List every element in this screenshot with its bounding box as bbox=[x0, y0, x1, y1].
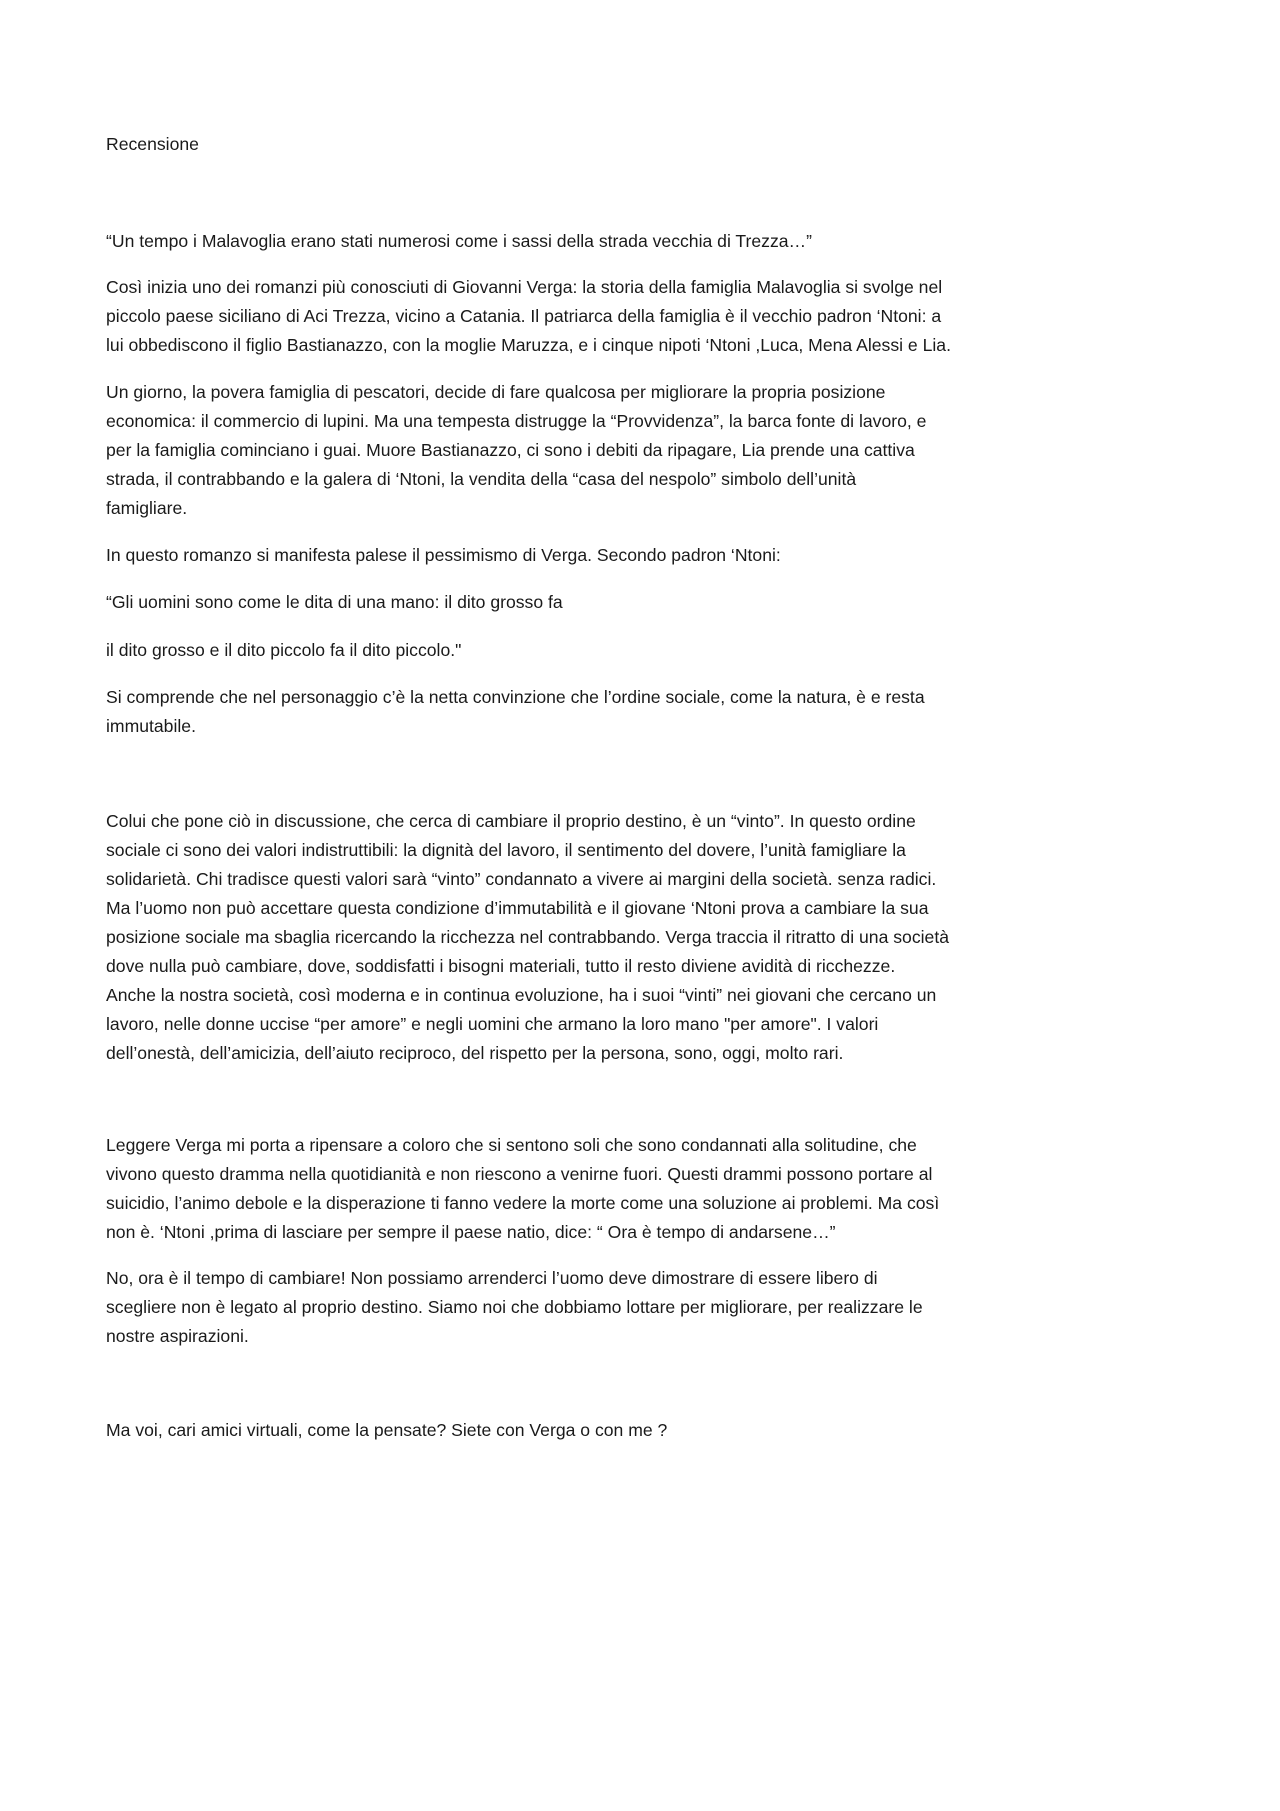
closing-question bbox=[106, 1416, 1006, 1445]
text-line: Ma voi, cari amici virtuali, come la pensate? Siete con Verga o con me ? bbox=[106, 1420, 668, 1440]
text-line: Un giorno, la povera famiglia di pescatori, decide di fare qualcosa per migliorare la propria posizione bbox=[106, 382, 886, 402]
text-line: lavoro, nelle donne uccise “per amore” e negli uomini che armano la loro mano "per amore". I valori bbox=[106, 1014, 879, 1034]
text-line: nostre aspirazioni. bbox=[106, 1326, 249, 1346]
text-line: Si comprende che nel personaggio c’è la netta convinzione che l’ordine sociale, come la natura, è e resta bbox=[106, 687, 925, 707]
text-line: Ma l’uomo non può accettare questa condizione d’immutabilità e il giovane ‘Ntoni prova a cambiare la sua bbox=[106, 898, 929, 918]
text-line: dell’onestà, dell’amicizia, dell’aiuto reciproco, del rispetto per la persona, sono, oggi, molto rari. bbox=[106, 1043, 844, 1063]
paragraph-change bbox=[106, 1264, 1006, 1351]
text-line: sociale ci sono dei valori indistruttibili: la dignità del lavoro, il sentimento del dovere, l’unità famigliare la bbox=[106, 840, 906, 860]
text-line: No, ora è il tempo di cambiare! Non possiamo arrenderci l’uomo deve dimostrare di essere libero di bbox=[106, 1268, 878, 1288]
document-title: Recensione bbox=[106, 134, 199, 154]
paragraph-solitude bbox=[106, 1131, 1006, 1247]
text-line: suicidio, l’animo debole e la disperazione ti fanno vedere la morte come una soluzione ai problemi. Ma così bbox=[106, 1193, 940, 1213]
paragraph-vinti bbox=[106, 807, 1006, 1068]
quote-line-2 bbox=[106, 636, 1006, 665]
text-line: immutabile. bbox=[106, 716, 196, 736]
paragraph-plot bbox=[106, 378, 1006, 523]
quote-line-1 bbox=[106, 588, 1006, 617]
text-line: piccolo paese siciliano di Aci Trezza, vicino a Catania. Il patriarca della famiglia è il vecchio padron ‘Ntoni: a bbox=[106, 306, 942, 326]
text-line: “Un tempo i Malavoglia erano stati numerosi come i sassi della strada vecchia di Trezza…” bbox=[106, 231, 813, 251]
text-line: vivono questo dramma nella quotidianità e non riescono a venirne fuori. Questi drammi possono portare al bbox=[106, 1164, 933, 1184]
text-line: strada, il contrabbando e la galera di ‘Ntoni, la vendita della “casa del nespolo” simbolo dell’unità bbox=[106, 469, 857, 489]
text-line: scegliere non è legato al proprio destino. Siamo noi che dobbiamo lottare per migliorare, per realizzare le bbox=[106, 1297, 923, 1317]
text-line: dove nulla può cambiare, dove, soddisfatti i bisogni materiali, tutto il resto diviene avidità di ricchezze. bbox=[106, 956, 896, 976]
text-line: Colui che pone ciò in discussione, che cerca di cambiare il proprio destino, è un “vinto”. In questo ordine bbox=[106, 811, 916, 831]
paragraph-intro bbox=[106, 273, 1006, 360]
paragraph-social-order bbox=[106, 683, 1006, 741]
text-line: Leggere Verga mi porta a ripensare a coloro che si sentono soli che sono condannati alla solitudine, che bbox=[106, 1135, 917, 1155]
paragraph-pessimism bbox=[106, 541, 1006, 570]
text-line: Così inizia uno dei romanzi più conosciuti di Giovanni Verga: la storia della famiglia Malavoglia si svolge nel bbox=[106, 277, 943, 297]
text-line: per la famiglia cominciano i guai. Muore Bastianazzo, ci sono i debiti da ripagare, Lia prende una cattiva bbox=[106, 440, 915, 460]
text-line: posizione sociale ma sbaglia ricercando la ricchezza nel contrabbando. Verga traccia il ritratto di una società bbox=[106, 927, 950, 947]
text-line: economica: il commercio di lupini. Ma una tempesta distrugge la “Provvidenza”, la barca fonte di lavoro, e bbox=[106, 411, 927, 431]
text-line: famigliare. bbox=[106, 498, 188, 518]
text-line: In questo romanzo si manifesta palese il pessimismo di Verga. Secondo padron ‘Ntoni: bbox=[106, 545, 781, 565]
text-line: solidarietà. Chi tradisce questi valori sarà “vinto” condannato a vivere ai margini della società. senza radici. bbox=[106, 869, 937, 889]
text-line: “Gli uomini sono come le dita di una mano: il dito grosso fa bbox=[106, 592, 563, 612]
text-line: lui obbediscono il figlio Bastianazzo, con la moglie Maruzza, e i cinque nipoti ‘Ntoni ,Luca, Mena Alessi e Lia. bbox=[106, 335, 951, 355]
text-line: Anche la nostra società, così moderna e in continua evoluzione, ha i suoi “vinti” nei giovani che cercano un bbox=[106, 985, 937, 1005]
opening-quote bbox=[106, 227, 1006, 256]
text-line: non è. ‘Ntoni ,prima di lasciare per sempre il paese natio, dice: “ Ora è tempo di andarsene…” bbox=[106, 1222, 836, 1242]
text-line: il dito grosso e il dito piccolo fa il dito piccolo." bbox=[106, 640, 462, 660]
